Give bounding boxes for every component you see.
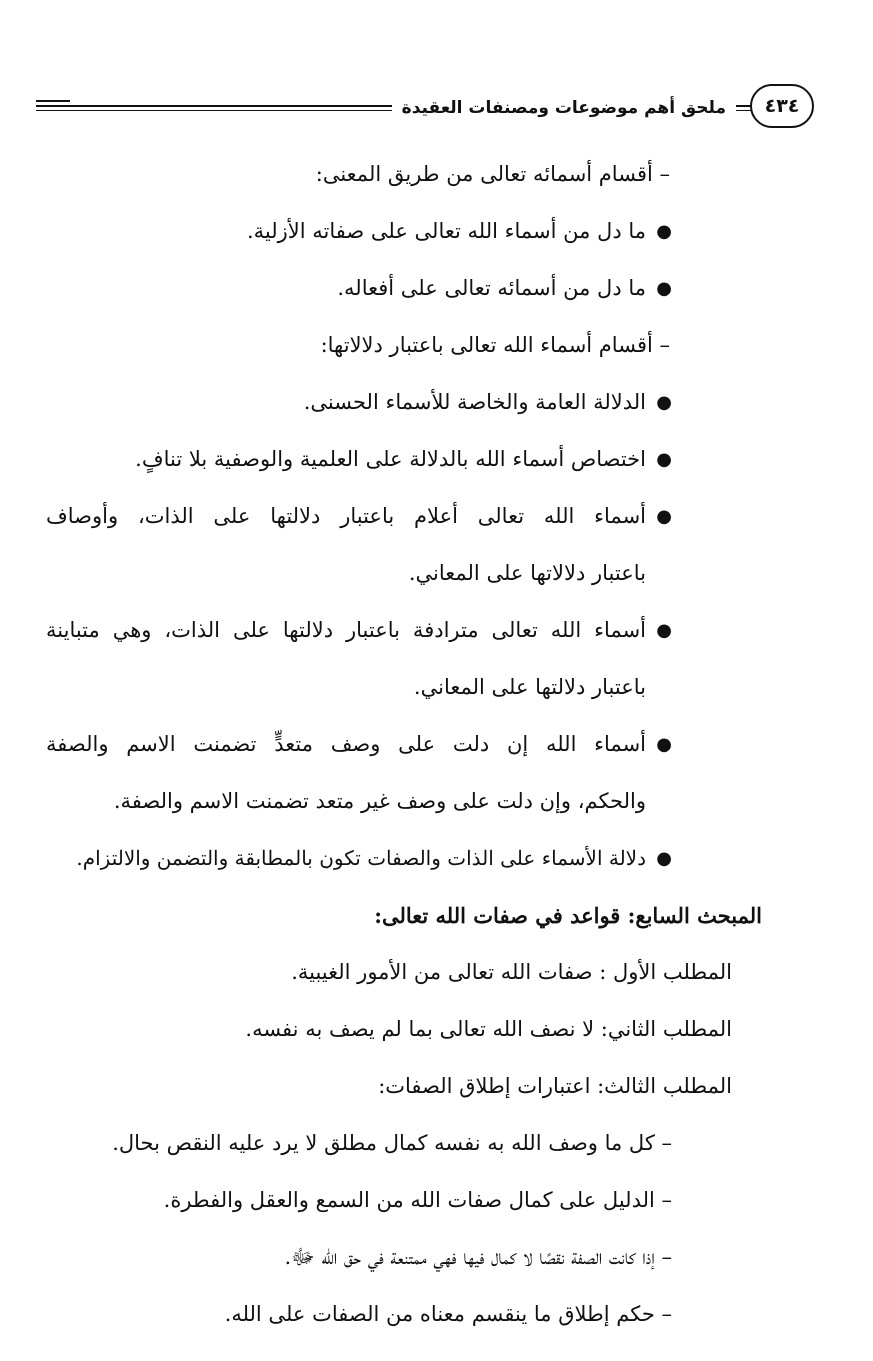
page-body bbox=[46, 146, 762, 1343]
list-item bbox=[46, 830, 762, 887]
bullet-icon: ● bbox=[656, 392, 672, 413]
list-item bbox=[46, 716, 762, 773]
list-item bbox=[46, 602, 762, 659]
list-item bbox=[46, 203, 762, 260]
list-item-text: أسماء الله تعالى مترادفة باعتبار دلالتها على الذات، وهي متباينة bbox=[46, 618, 646, 642]
bullet-icon: ● bbox=[656, 221, 672, 242]
header-title: ملحق أهم موضوعات ومصنفات العقيدة bbox=[392, 93, 736, 123]
list-item bbox=[46, 431, 762, 488]
list-item bbox=[46, 260, 762, 317]
bullet-icon: ● bbox=[656, 848, 672, 869]
matlab-heading: المطلب الأول : صفات الله تعالى من الأمور الغيبية. bbox=[291, 960, 732, 984]
list-item: – الدليل على كمال صفات الله من السمع والعقل والفطرة. bbox=[163, 1188, 672, 1212]
bullet-icon: ● bbox=[656, 620, 672, 641]
running-header bbox=[36, 84, 814, 128]
list-item bbox=[46, 374, 762, 431]
list-item-text: أسماء الله تعالى أعلام باعتبار دلالتها على الذات، وأوصاف bbox=[46, 504, 646, 528]
list-item-text: ما دل من أسماء الله تعالى على صفاته الأزلية. bbox=[246, 219, 646, 243]
list-item-text: الدلالة العامة والخاصة للأسماء الحسنى. bbox=[303, 390, 646, 414]
bullet-icon: ● bbox=[656, 449, 672, 470]
indication-division-heading: – أقسام أسماء الله تعالى باعتبار دلالاتها: bbox=[320, 333, 670, 357]
bullet-icon: ● bbox=[656, 278, 672, 299]
matlab-heading: المطلب الثالث: اعتبارات إطلاق الصفات: bbox=[378, 1074, 732, 1098]
list-item-text: دلالة الأسماء على الذات والصفات تكون بالمطابقة والتضمن والالتزام. bbox=[76, 846, 646, 870]
matlab-heading: المطلب الثاني: لا نصف الله تعالى بما لم يصف به نفسه. bbox=[245, 1017, 732, 1041]
list-item: – حكم إطلاق ما ينقسم معناه من الصفات على الله. bbox=[224, 1302, 672, 1326]
list-item: – كل ما وصف الله به نفسه كمال مطلق لا يرد عليه النقص بحال. bbox=[112, 1131, 672, 1155]
bullet-icon: ● bbox=[656, 734, 672, 755]
page-number: ٤٣٤ bbox=[750, 84, 814, 128]
list-item-text: أسماء الله إن دلت على وصف متعدٍّ تضمنت الاسم والصفة bbox=[46, 732, 646, 756]
list-item bbox=[46, 488, 762, 545]
list-item-continuation: والحكم، وإن دلت على وصف غير متعد تضمنت الاسم والصفة. bbox=[113, 789, 646, 813]
list-item-continuation: باعتبار دلالاتها على المعاني. bbox=[408, 561, 646, 585]
list-item-text: ما دل من أسمائه تعالى على أفعاله. bbox=[337, 276, 646, 300]
list-item-text: اختصاص أسماء الله بالدلالة على العلمية والوصفية بلا تنافٍ. bbox=[135, 447, 646, 471]
meaning-division-heading: – أقسام أسمائه تعالى من طريق المعنى: bbox=[315, 162, 670, 186]
chapter-heading: المبحث السابع: قواعد في صفات الله تعالى: bbox=[374, 903, 762, 928]
header-rule-tail bbox=[36, 98, 70, 110]
bullet-icon: ● bbox=[656, 506, 672, 527]
list-item: – إذا كانت الصفة نقصًا لا كمال فيها فهي ممتنعة في حق الله ﷻ. bbox=[284, 1245, 672, 1269]
list-item-continuation: باعتبار دلالتها على المعاني. bbox=[413, 675, 646, 699]
